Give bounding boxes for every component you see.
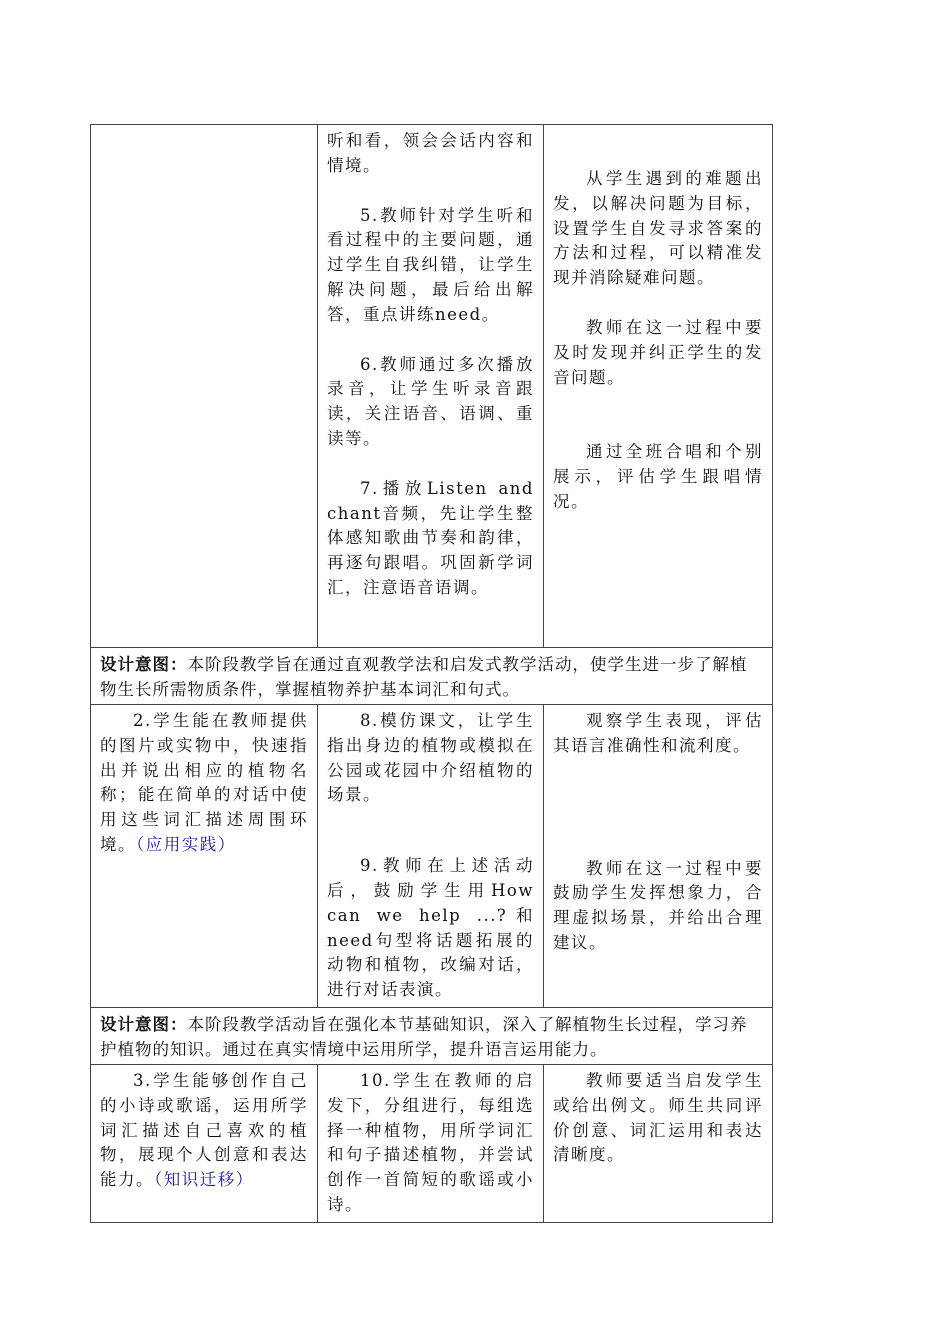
objective-cell bbox=[91, 125, 318, 648]
objective-cell bbox=[91, 1064, 318, 1222]
table-row bbox=[91, 705, 773, 1008]
design-intent-text: 本阶段教学旨在通过直观教学法和启发式教学活动，使学生进一步了解植物生长所需物质条件，掌握植物养护基本词汇和句式。 bbox=[100, 655, 748, 699]
activity-text: 5.教师针对学生听和看过程中的主要问题，通过学生自我纠错，让学生解决问题，最后给出解答，重点讲练need。 bbox=[327, 205, 534, 324]
assessment-text: 教师要适当启发学生或给出例文。师生共同评价创意、词汇运用和表达清晰度。 bbox=[553, 1070, 763, 1165]
assessment-text: 教师在这一过程中要鼓励学生发挥想象力，合理虚拟场景，并给出合理建议。 bbox=[553, 858, 763, 952]
objective-cell bbox=[91, 705, 318, 1008]
assessment-text: 观察学生表现，评估其语言准确性和流利度。 bbox=[553, 711, 763, 755]
activity-text: 听和看，领会会话内容和情境。 bbox=[327, 131, 534, 175]
design-intent-cell bbox=[91, 648, 773, 705]
design-intent-row bbox=[91, 648, 773, 705]
assessment-cell bbox=[544, 125, 773, 648]
activity-text: 10.学生在教师的启发下，分组进行，每组选择一种植物，用所学词汇和句子描述植物，并尝试创作一首简短的歌谣或小诗。 bbox=[327, 1070, 534, 1214]
table-row bbox=[91, 125, 773, 648]
assessment-cell bbox=[544, 705, 773, 1008]
activity-text: 7.播放Listen and chant音频，先让学生整体感知歌曲节奏和韵律，再逐句跟唱。巩固新学词汇，注意语音语调。 bbox=[327, 478, 534, 597]
table-row bbox=[91, 1064, 773, 1222]
objective-note: （应用实践） bbox=[136, 834, 236, 854]
objective-text bbox=[100, 1069, 308, 1193]
activity-cell bbox=[318, 125, 544, 648]
lesson-plan-table bbox=[90, 124, 773, 1223]
objective-text: 3.学生能够创作自己的小诗或歌谣，运用所学词汇描述自己喜欢的植物，展现个人创意和表达能力。 bbox=[100, 1070, 308, 1190]
objective-note: （知识迁移） bbox=[154, 1170, 254, 1190]
design-intent-row bbox=[91, 1007, 773, 1064]
objective-text bbox=[100, 709, 308, 858]
activity-cell bbox=[318, 1064, 544, 1222]
assessment-text: 教师在这一过程中要及时发现并纠正学生的发音问题。 bbox=[553, 317, 763, 387]
assessment-text: 从学生遇到的难题出发，以解决问题为目标，设置学生自发寻求答案的方法和过程，可以精准发现并消除疑难问题。 bbox=[553, 169, 763, 288]
activity-text: 9.教师在上述活动后，鼓励学生用How can we help ...?和need句型将话题拓展的动物和植物，改编对话，进行对话表演。 bbox=[327, 856, 534, 1000]
objective-text: 2.学生能在教师提供的图片或实物中，快速指出并说出相应的植物名称；能在简单的对话中使用这些词汇描述周围环境。 bbox=[100, 711, 308, 854]
activity-cell bbox=[318, 705, 544, 1008]
design-intent-label: 设计意图： bbox=[100, 655, 188, 674]
activity-text: 6.教师通过多次播放录音，让学生听录音跟读，关注语音、语调、重读等。 bbox=[327, 354, 534, 448]
assessment-cell bbox=[544, 1064, 773, 1222]
design-intent-text: 本阶段教学活动旨在强化本节基础知识，深入了解植物生长过程，学习养护植物的知识。通过在真实情境中运用所学，提升语言运用能力。 bbox=[100, 1014, 748, 1059]
design-intent-cell bbox=[91, 1007, 773, 1064]
assessment-text: 通过全班合唱和个别展示，评估学生跟唱情况。 bbox=[553, 442, 763, 511]
activity-text: 8.模仿课文，让学生指出身边的植物或模拟在公园或花园中介绍植物的场景。 bbox=[327, 711, 534, 805]
design-intent-label: 设计意图： bbox=[100, 1014, 188, 1034]
